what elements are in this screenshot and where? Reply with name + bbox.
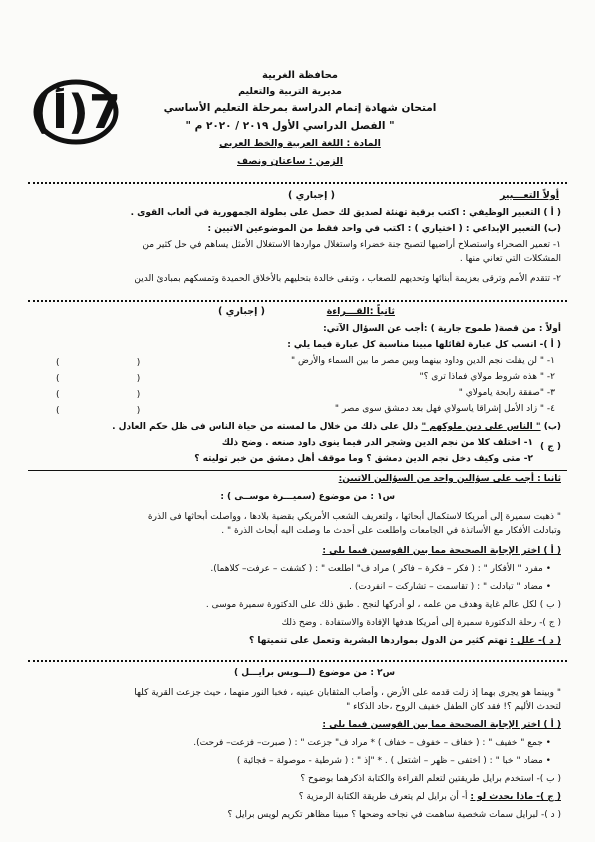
topic-1: ١- تعمير الصحراء واستصلاح أراضيها لتصبح جنة خضراء واستغلال مواردها الاستغلال الأمثل يساهم في حل كثير من [142,240,561,250]
creative-writing: (ب) التعبير الإبداعي : ( اختياري ) : اكتب في واحد فقط من الموضوعين الاتيين : [207,224,561,234]
s2-quote-cont: لتحدث الأليم ؟! فقد كان الطفل خفيف الروح ،حاد الذكاء " [346,702,561,712]
section1-title: أولاً التعـــبير [499,190,559,201]
q2-intro: ثانيا : أجب على سؤالين واحد من السؤالين الاتيين: [338,474,561,484]
q1a-item-2: ٢- " هذه شروط مولاي فماذا ترى ؟" [419,372,555,382]
topic-1-cont: المشكلات التي تعاني منها . [459,254,561,264]
q1b [112,422,561,433]
s2-c-text: أ- أن برايل لم يتعرف طريقة الكتابة الرمزية ؟ [298,792,468,802]
q1a-item-4: ٤- " زاد الأمل إشراقا ياسولاي فهل بعد دمشق سوى مصر " [334,404,555,414]
q1a: ( أ )- انسب كل عبارة لقائلها مبينا مناسبة كل عبارة فيما يلي : [287,340,561,350]
time: الزمن : ساعتان ونصف [237,156,343,167]
section1-mandatory: ( إجباري ) [287,190,335,201]
s2-title: س٢ : من موضوع (لـــويس برايـــل ) [234,668,395,678]
s2-a2: • مضاد " خبا " : ( اختفى – ظهر – اشتعل ) . * "إذ " : ( شرطية - موصولة – فجائية ) [236,756,551,766]
q1b-quote: " الناس على دين ملوكهم " [421,422,541,432]
s1-a1: • مفرد " الأفكار " : ( فكر – فكرة – فاكر ) مراد ف" اطلعت " : ( كشفت – عرفت– كلاهما). [210,564,551,574]
q1a-item-1: ١- " لن يفلت نجم الدين وداود بينهما وبين مصر ما بين السماء والأرض " [290,356,555,366]
answer-blank: ( ) [56,390,141,400]
functional-writing: ( أ ) التعبير الوظيفي : اكتب برقية تهنئة لصديق لك حصل على بطولة الجمهورية في ألعاب القوى . [130,208,561,218]
s2-quote: " وبينما هو يجرى بهما إذ زلت قدمه على الأرض ، وأصاب المثقابان عينيه ، فخبا النور منهما ، حيث جزعت القرية كلها [134,688,561,698]
q1c-1: ١- اختلف كلا من نجم الدين وشجر الدر فيما ينوى داود صنعه . وضح ذلك [221,438,533,448]
divider [28,470,567,471]
s1-d-text: تهتم كثير من الدول بمواردها البشرية وتعمل على تنميتها ؟ [249,636,508,646]
s2-a: ( أ ) اختر الإجابة الصحيحة مما بين القوسين فيما يلي : [322,720,561,730]
q1c-2: ٢- متى وكيف دخل نجم الدين دمشق ؟ وما موقف أهل دمشق من خبر توليته ؟ [194,454,533,464]
q1c-label: ( ج ) [540,442,561,452]
form-mark-logo [30,78,122,146]
governorate: محافظة الغربية [262,70,338,81]
q1-intro: أولاً : من قصة( طموح جارية ) :أجب عن السؤال الآتي: [323,324,561,334]
subject: المادة : اللغة العربية والخط العربي [219,138,381,149]
answer-blank: ( ) [56,406,141,416]
divider [28,660,567,662]
s1-quote-cont: وتبادلت الأفكار مع الأساتذة في الجامعات واطلعت على أحدث ما وصلت اليه أبحاث الذرة " . [221,526,561,536]
exam-title: امتحان شهادة إتمام الدراسة بمرحلة التعليم الأساسي [163,102,437,114]
s2-a1: • جمع " خفيف " : ( خفاف – خفوف – خفاف ) * مراد ف" جزعت " : ( صبرت– فزعت– فرحت). [193,738,551,748]
answer-blank: ( ) [56,374,141,384]
topic-2: ٢- تتقدم الأمم وترقى بعزيمة أبنائها وتحديهم للصعاب ، وتبقى خالدة بتحليهم بالأخلاق الحميدة وتمسكهم بمبادئ الدين [134,274,561,284]
q1b-rest: دلل على ذلك من خلال ما لمسته من حياة الناس فى ظل حكم العادل . [112,422,419,432]
s1-title: س١ : من موضوع (سميـــرة موســى ) : [220,492,395,502]
s2-d: ( د )- لبرايل سمات شخصية ساهمت في نجاحه وضحها ؟ مبينا مظاهر تكريم لويس برايل ؟ [227,810,561,820]
q1b-label: (ب) [543,422,561,432]
s2-b: ( ب )- استخدم برايل طريقتين لتعلم القراءة والكتابة اذكرهما بوضوح ؟ [300,774,561,784]
s1-d-label: ( د )- علل : [510,636,561,646]
s1-a: ( أ ) اختر الإجابة الصحيحة مما بين القوسين فيما يلي : [322,546,561,556]
divider [28,300,567,302]
s1-a2: • مضاد " تبادلت " : ( تقاسمت – تشاركت – انفردت) . [349,582,551,592]
section2-title: ثانياً :القـــراءة [326,306,395,317]
svg-text:7(أ): 7(أ) [31,85,121,139]
s2-c [299,792,561,803]
s1-quote: " ذهبت سميرة إلى أمريكا لاستكمال أبحاثها ، ولتعريف الشعب الأمريكي بقضية بلادها ، وواصلت أبحاثها فى الذرة [147,512,561,522]
directorate: مديرية التربية والتعليم [238,86,342,97]
s1-c: ( ج )- رحلة الدكتورة سميرة إلى أمريكا هدفها الإفادة والاستفادة . وضح ذلك [281,618,561,628]
term: " الفصل الدراسي الأول ٢٠١٩ / ٢٠٢٠ م " [185,120,395,132]
q1a-item-3: ٣- "صفقة رابحة يامولاي " [458,388,555,398]
s1-b: ( ب ) لكل عالم غاية وهدف من علمه ، لو أدركها لنجح . طبق ذلك على الدكتورة سميرة موسى . [205,600,561,610]
s1-d [249,636,561,647]
divider [28,182,567,184]
section2-mandatory: ( إجباري ) [217,306,265,317]
s2-c-label: ( ج )- ماذا يحدث لو : [470,792,561,802]
answer-blank: ( ) [56,358,141,368]
